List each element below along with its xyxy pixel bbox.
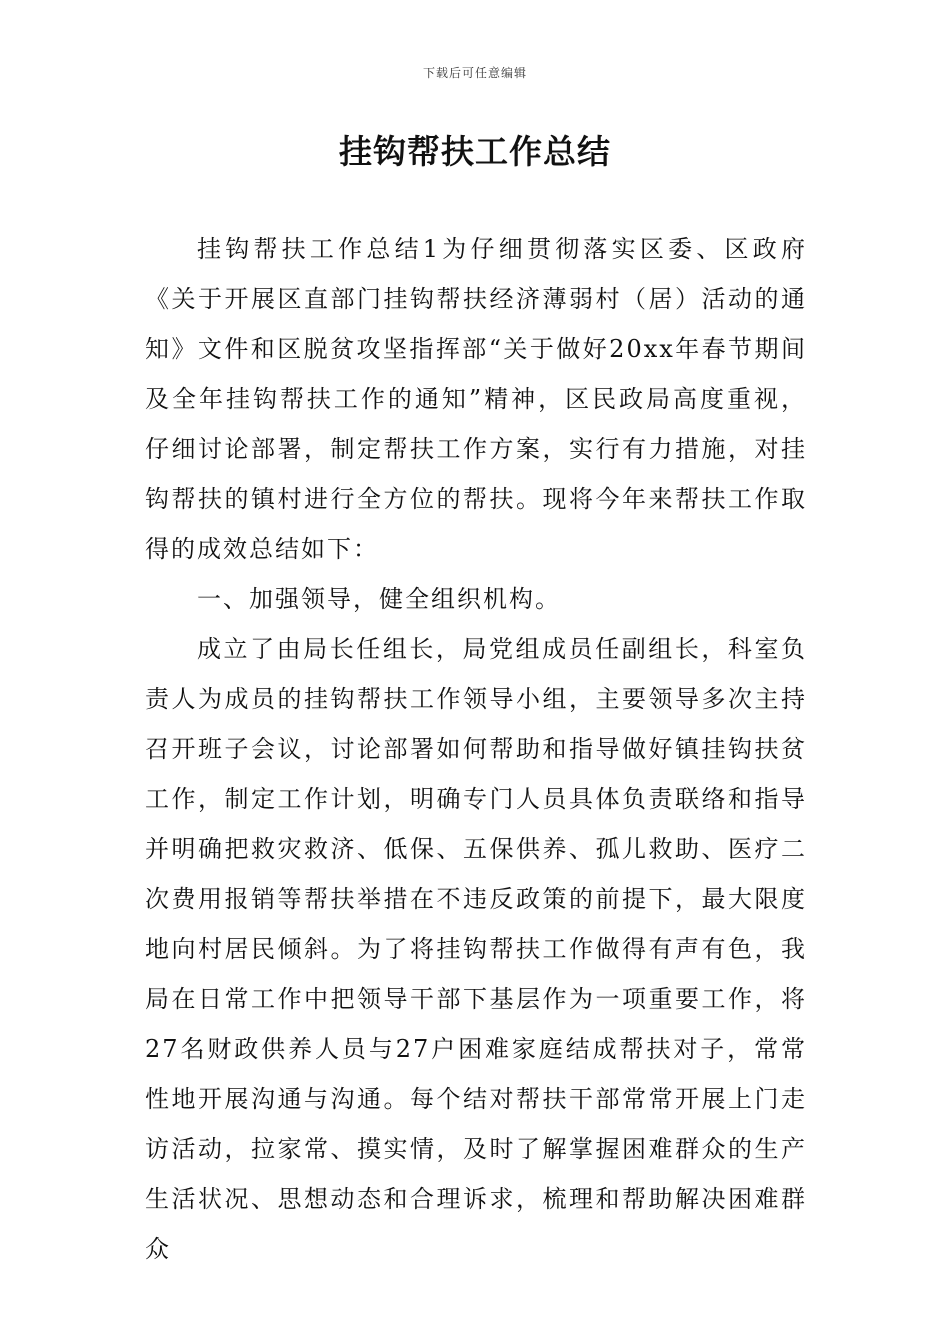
- section-heading-1: 一、加强领导，健全组织机构。: [197, 585, 561, 613]
- body-paragraph-intro: 挂钩帮扶工作总结1为仔细贯彻落实区委、区政府《关于开展区直部门挂钩帮扶经济薄弱村（居）活动的通知》文件和区脱贫攻坚指挥部“关于做好20xx年春节期间及全年挂钩帮扶工作的通知”精神，区民政局高度重视，仔细讨论部署，制定帮扶工作方案，实行有力措施，对挂钩帮扶的镇村进行全方位的帮扶。现将今年来帮扶工作取得的成效总结如下：: [145, 235, 807, 563]
- header-note: 下载后可任意编辑: [422, 66, 527, 80]
- document-title: 挂钩帮扶工作总结: [339, 132, 611, 171]
- body-paragraph-section-1: 成立了由局长任组长，局党组成员任副组长，科室负责人为成员的挂钩帮扶工作领导小组，主要领导多次主持召开班子会议，讨论部署如何帮助和指导做好镇挂钩扶贫工作，制定工作计划，明确专门人员具体负责联络和指导并明确把救灾救济、低保、五保供养、孤儿救助、医疗二次费用报销等帮扶举措在不违反政策的前提下，最大限度地向村居民倾斜。为了将挂钩帮扶工作做得有声有色，我局在日常工作中把领导干部下基层作为一项重要工作，将27名财政供养人员与27户困难家庭结成帮扶对子，常常性地开展沟通与沟通。每个结对帮扶干部常常开展上门走访活动，拉家常、摸实情，及时了解掌握困难群众的生产生活状况、思想动态和合理诉求，梳理和帮助解决困难群众: [145, 635, 807, 1263]
- document-body: [145, 224, 807, 1274]
